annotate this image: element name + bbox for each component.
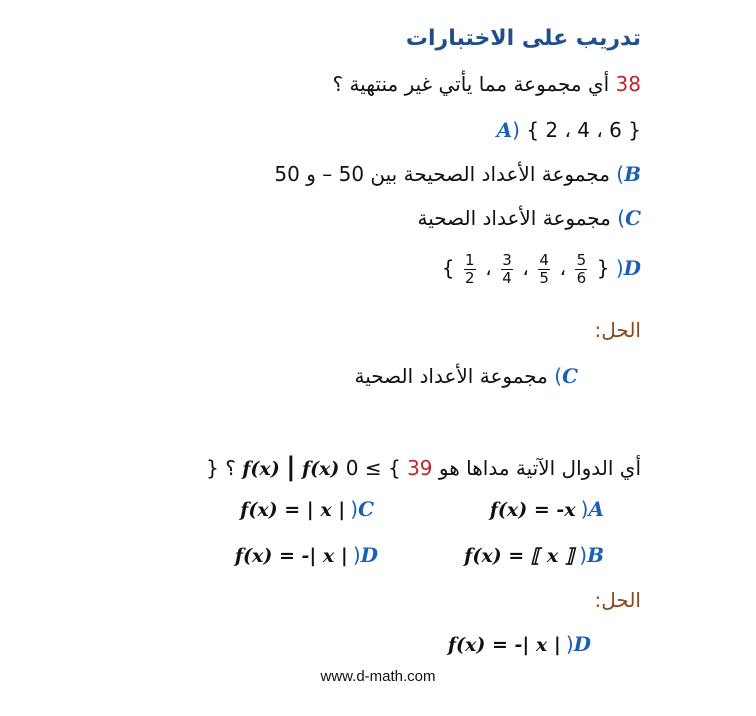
fx-expression: f(x) (242, 458, 280, 480)
option-b (274, 162, 641, 186)
option-label: D (360, 543, 378, 567)
option-c (417, 206, 641, 230)
option-expr: f(x) = | x | (240, 499, 346, 521)
option-label: C (625, 206, 641, 230)
numerator: 1 (465, 251, 475, 269)
option-paren: ) (350, 497, 359, 521)
page-title: تدريب على الاختبارات (405, 26, 641, 51)
separator: ، (559, 256, 567, 280)
option-paren: ) (580, 497, 589, 521)
option-c (240, 497, 374, 521)
option-label: B (587, 543, 604, 567)
condition: 0 ≤ (345, 456, 382, 480)
option-text: مجموعة الأعداد الصحية (417, 206, 611, 230)
question-prompt: أي مجموعة مما يأتي غير منتهية ؟ (332, 72, 610, 96)
solution-text: مجموعة الأعداد الصحية (354, 364, 548, 388)
option-d (442, 252, 641, 287)
option-paren: ) (554, 364, 563, 388)
question-number: 39 (407, 456, 433, 480)
numerator: 5 (576, 251, 587, 269)
fraction-1 (464, 252, 476, 287)
footer-url: www.d-math.com (320, 668, 436, 685)
numerator: 4 (539, 251, 549, 269)
solution-38 (354, 364, 578, 388)
option-text: مجموعة الأعداد الصحيحة بين 50 – و 50 (274, 162, 610, 186)
option-paren: ) (615, 256, 624, 280)
question-39 (206, 452, 641, 482)
option-a (490, 497, 604, 521)
option-paren: ) (352, 543, 361, 567)
question-number: 38 (615, 72, 641, 96)
option-expr: f(x) = -x (489, 499, 576, 521)
option-label: A (496, 118, 513, 142)
option-a (497, 118, 641, 142)
solution-label: الحل: (594, 318, 641, 342)
option-label: D (573, 632, 591, 656)
fraction-2 (501, 252, 513, 287)
fx-expression: f(x) (301, 458, 340, 480)
option-expr: f(x) = -| x | (234, 545, 348, 567)
question-prompt: أي الدوال الآتية مداها هو (438, 456, 641, 480)
option-b (464, 543, 604, 567)
numerator: 3 (502, 251, 512, 269)
such-that-bar: | (286, 452, 296, 482)
option-label: C (562, 364, 578, 388)
separator: ، (485, 256, 492, 280)
option-label: D (623, 256, 641, 280)
solution-expr: f(x) = -| x | (447, 634, 561, 656)
option-paren: ) (617, 206, 626, 230)
option-label: C (358, 497, 374, 521)
option-paren: ) (565, 632, 574, 656)
denominator: 6 (576, 269, 587, 287)
option-paren: ) (512, 118, 520, 142)
denominator: 4 (502, 269, 512, 287)
option-d (235, 543, 378, 567)
separator: ، (522, 256, 529, 280)
option-label: B (624, 162, 641, 186)
option-expr: f(x) = ⟦ x ⟧ (464, 545, 575, 567)
set-open: { (387, 456, 401, 480)
set-close: } (596, 256, 610, 280)
solution-39 (448, 632, 591, 656)
denominator: 5 (539, 269, 549, 287)
denominator: 2 (465, 269, 475, 287)
fraction-4 (575, 252, 587, 287)
question-38 (332, 72, 641, 96)
fraction-3 (538, 252, 550, 287)
option-paren: ) (616, 162, 625, 186)
solution-label: الحل: (594, 588, 641, 612)
option-paren: ) (579, 543, 588, 567)
set-close: } ؟ (206, 456, 236, 480)
set-open: { (441, 256, 455, 280)
option-set: { 2 ، 4 ، 6 } (526, 118, 641, 142)
option-label: A (588, 497, 604, 521)
